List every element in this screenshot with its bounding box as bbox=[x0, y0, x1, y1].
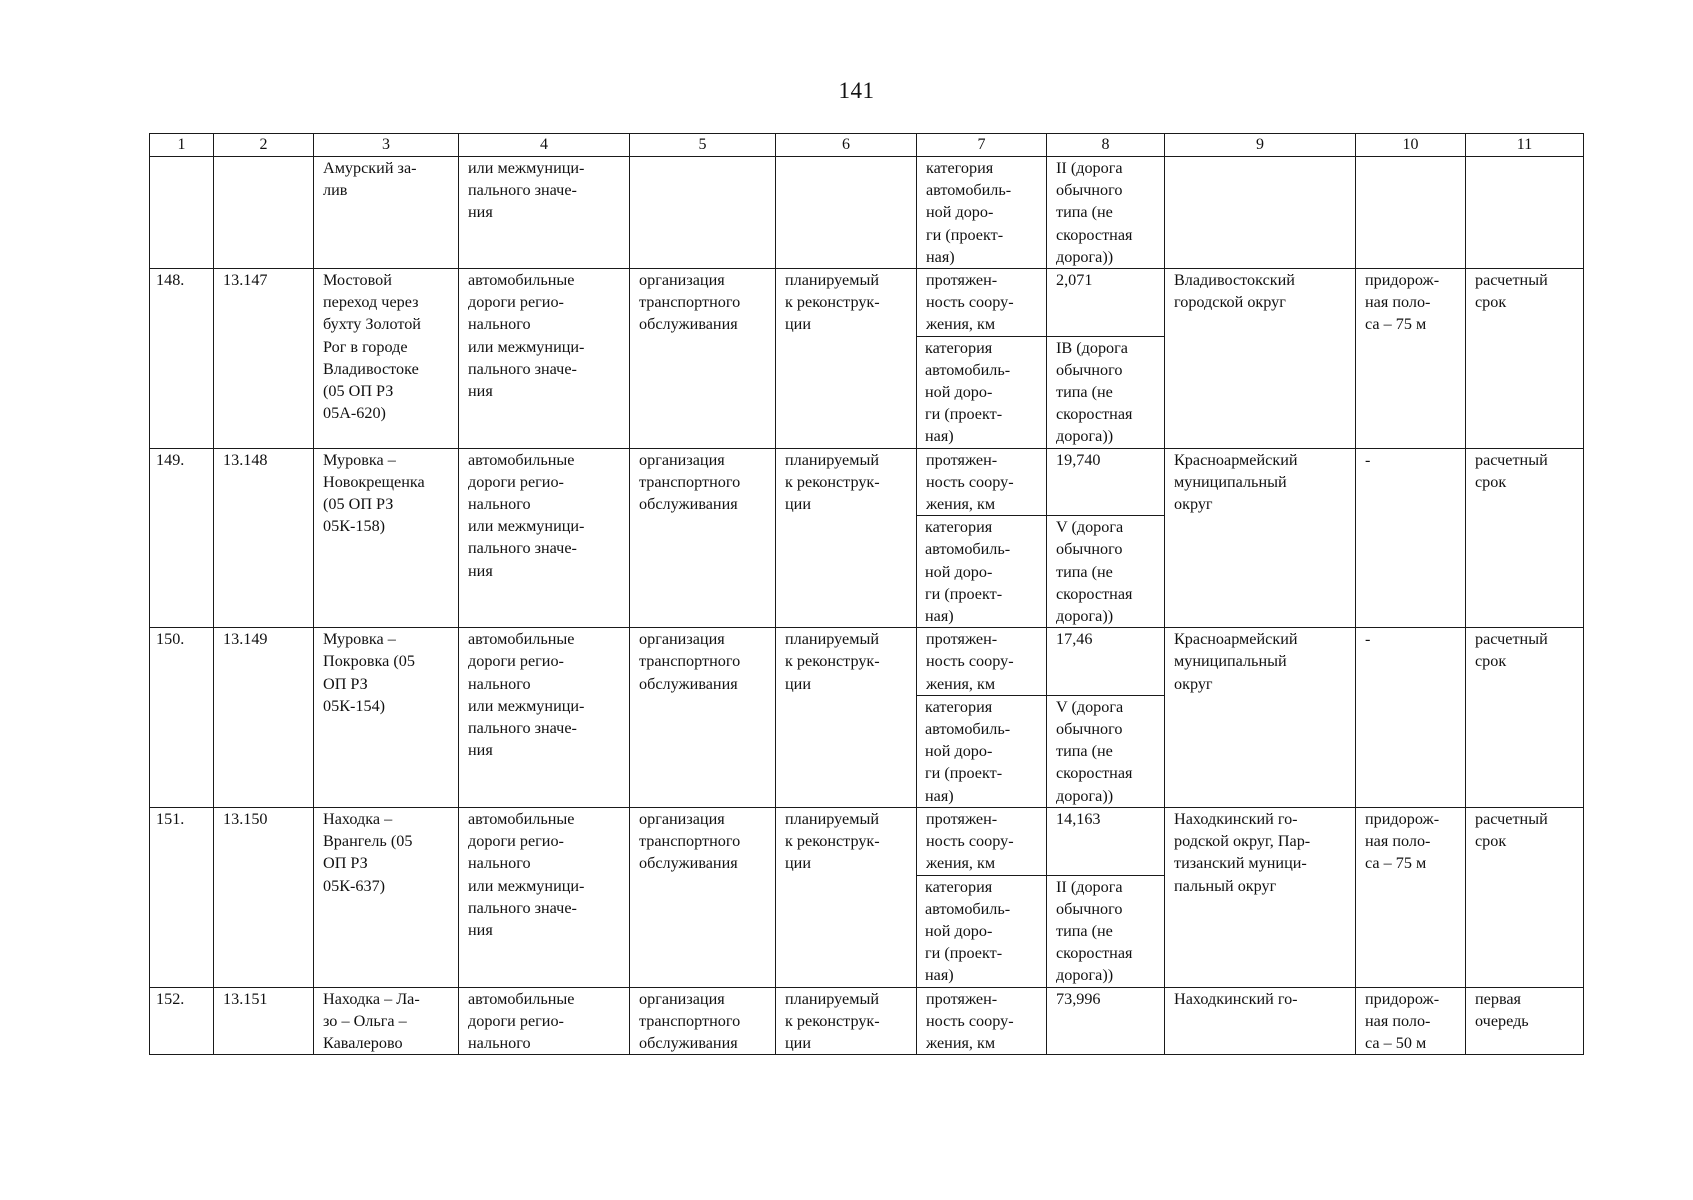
object-type: автомобильные дороги регио- нального или межмуници- пального значе- ния bbox=[459, 628, 630, 808]
column-header: 9 bbox=[1165, 134, 1356, 157]
row-number: 150. bbox=[150, 628, 214, 808]
table-cell: II (дорога обычного типа (не скоростная дорога)) bbox=[1047, 157, 1165, 269]
object-purpose: организация транспортного обслуживания bbox=[630, 987, 776, 1055]
param-name: протяжен- ность соору- жения, км bbox=[917, 987, 1047, 1055]
param-value: 17,46 bbox=[1047, 628, 1165, 696]
column-header: 4 bbox=[459, 134, 630, 157]
object-purpose: организация транспортного обслуживания bbox=[630, 807, 776, 987]
object-name: Находка – Врангель (05 ОП РЗ 05К-637) bbox=[314, 807, 459, 987]
param-name: протяжен- ность соору- жения, км bbox=[917, 807, 1047, 875]
table-row bbox=[150, 807, 1584, 875]
object-location: Находкинский го- bbox=[1165, 987, 1356, 1055]
table-cell: или межмуници- пального значе- ния bbox=[459, 157, 630, 269]
column-header: 2 bbox=[214, 134, 314, 157]
table-cell bbox=[214, 157, 314, 269]
column-header: 5 bbox=[630, 134, 776, 157]
object-term: расчетный срок bbox=[1466, 269, 1584, 449]
table-row bbox=[150, 269, 1584, 337]
table-row bbox=[150, 987, 1584, 1055]
data-table bbox=[149, 133, 1584, 1055]
param-name: категория автомобиль- ной доро- ги (проект- ная) bbox=[917, 516, 1047, 628]
object-code: 13.147 bbox=[214, 269, 314, 449]
object-term: расчетный срок bbox=[1466, 807, 1584, 987]
table-cell bbox=[1466, 157, 1584, 269]
object-term: расчетный срок bbox=[1466, 628, 1584, 808]
object-code: 13.151 bbox=[214, 987, 314, 1055]
table-cell bbox=[776, 157, 917, 269]
object-status: планируемый к реконструк- ции bbox=[776, 269, 917, 449]
object-code: 13.150 bbox=[214, 807, 314, 987]
row-number: 149. bbox=[150, 448, 214, 628]
object-code: 13.149 bbox=[214, 628, 314, 808]
column-header: 8 bbox=[1047, 134, 1165, 157]
param-name: протяжен- ность соору- жения, км bbox=[917, 269, 1047, 337]
table-cell: категория автомобиль- ной доро- ги (проект- ная) bbox=[917, 157, 1047, 269]
param-name: протяжен- ность соору- жения, км bbox=[917, 628, 1047, 696]
param-value: V (дорога обычного типа (не скоростная дорога)) bbox=[1047, 695, 1165, 807]
object-type: автомобильные дороги регио- нального или межмуници- пального значе- ния bbox=[459, 448, 630, 628]
object-term: первая очередь bbox=[1466, 987, 1584, 1055]
object-status: планируемый к реконструк- ции bbox=[776, 448, 917, 628]
header-row bbox=[150, 134, 1584, 157]
object-purpose: организация транспортного обслуживания bbox=[630, 269, 776, 449]
object-term: расчетный срок bbox=[1466, 448, 1584, 628]
object-type: автомобильные дороги регио- нального или межмуници- пального значе- ния bbox=[459, 269, 630, 449]
object-purpose: организация транспортного обслуживания bbox=[630, 628, 776, 808]
object-zone: - bbox=[1356, 448, 1466, 628]
object-location: Красноармейский муниципальный округ bbox=[1165, 448, 1356, 628]
object-zone: придорож- ная поло- са – 50 м bbox=[1356, 987, 1466, 1055]
column-header: 11 bbox=[1466, 134, 1584, 157]
param-value: II (дорога обычного типа (не скоростная дорога)) bbox=[1047, 875, 1165, 987]
param-value: V (дорога обычного типа (не скоростная дорога)) bbox=[1047, 516, 1165, 628]
row-number: 151. bbox=[150, 807, 214, 987]
object-type: автомобильные дороги регио- нального или межмуници- пального значе- ния bbox=[459, 807, 630, 987]
param-name: протяжен- ность соору- жения, км bbox=[917, 448, 1047, 516]
object-location: Красноармейский муниципальный округ bbox=[1165, 628, 1356, 808]
object-status: планируемый к реконструк- ции bbox=[776, 807, 917, 987]
object-name: Муровка – Новокрещенка (05 ОП РЗ 05К-158) bbox=[314, 448, 459, 628]
object-name: Муровка – Покровка (05 ОП РЗ 05К-154) bbox=[314, 628, 459, 808]
table-cell bbox=[1356, 157, 1466, 269]
object-location: Владивостокский городской округ bbox=[1165, 269, 1356, 449]
column-header: 6 bbox=[776, 134, 917, 157]
table-row bbox=[150, 628, 1584, 696]
param-name: категория автомобиль- ной доро- ги (проект- ная) bbox=[917, 695, 1047, 807]
param-name: категория автомобиль- ной доро- ги (проект- ная) bbox=[917, 875, 1047, 987]
object-type: автомобильные дороги регио- нального bbox=[459, 987, 630, 1055]
param-value: 73,996 bbox=[1047, 987, 1165, 1055]
object-purpose: организация транспортного обслуживания bbox=[630, 448, 776, 628]
object-code: 13.148 bbox=[214, 448, 314, 628]
object-name: Находка – Ла- зо – Ольга – Кавалерово bbox=[314, 987, 459, 1055]
object-status: планируемый к реконструк- ции bbox=[776, 987, 917, 1055]
table-cell: Амурский за- лив bbox=[314, 157, 459, 269]
param-value: 2,071 bbox=[1047, 269, 1165, 337]
page-number: 141 bbox=[838, 78, 875, 103]
table-row-continuation bbox=[150, 157, 1584, 269]
column-header: 3 bbox=[314, 134, 459, 157]
table-cell bbox=[630, 157, 776, 269]
table-cell bbox=[150, 157, 214, 269]
param-name: категория автомобиль- ной доро- ги (проект- ная) bbox=[917, 336, 1047, 448]
object-zone: - bbox=[1356, 628, 1466, 808]
object-status: планируемый к реконструк- ции bbox=[776, 628, 917, 808]
param-value: 14,163 bbox=[1047, 807, 1165, 875]
param-value: 19,740 bbox=[1047, 448, 1165, 516]
row-number: 148. bbox=[150, 269, 214, 449]
object-location: Находкинский го- родской округ, Пар- тизанский муници- пальный округ bbox=[1165, 807, 1356, 987]
object-zone: придорож- ная поло- са – 75 м bbox=[1356, 807, 1466, 987]
object-name: Мостовой переход через бухту Золотой Рог в городе Владивостоке (05 ОП РЗ 05А-620) bbox=[314, 269, 459, 449]
param-value: IB (дорога обычного типа (не скоростная дорога)) bbox=[1047, 336, 1165, 448]
column-header: 7 bbox=[917, 134, 1047, 157]
table-cell bbox=[1165, 157, 1356, 269]
column-header: 1 bbox=[150, 134, 214, 157]
object-zone: придорож- ная поло- са – 75 м bbox=[1356, 269, 1466, 449]
table-row bbox=[150, 448, 1584, 516]
row-number: 152. bbox=[150, 987, 214, 1055]
column-header: 10 bbox=[1356, 134, 1466, 157]
